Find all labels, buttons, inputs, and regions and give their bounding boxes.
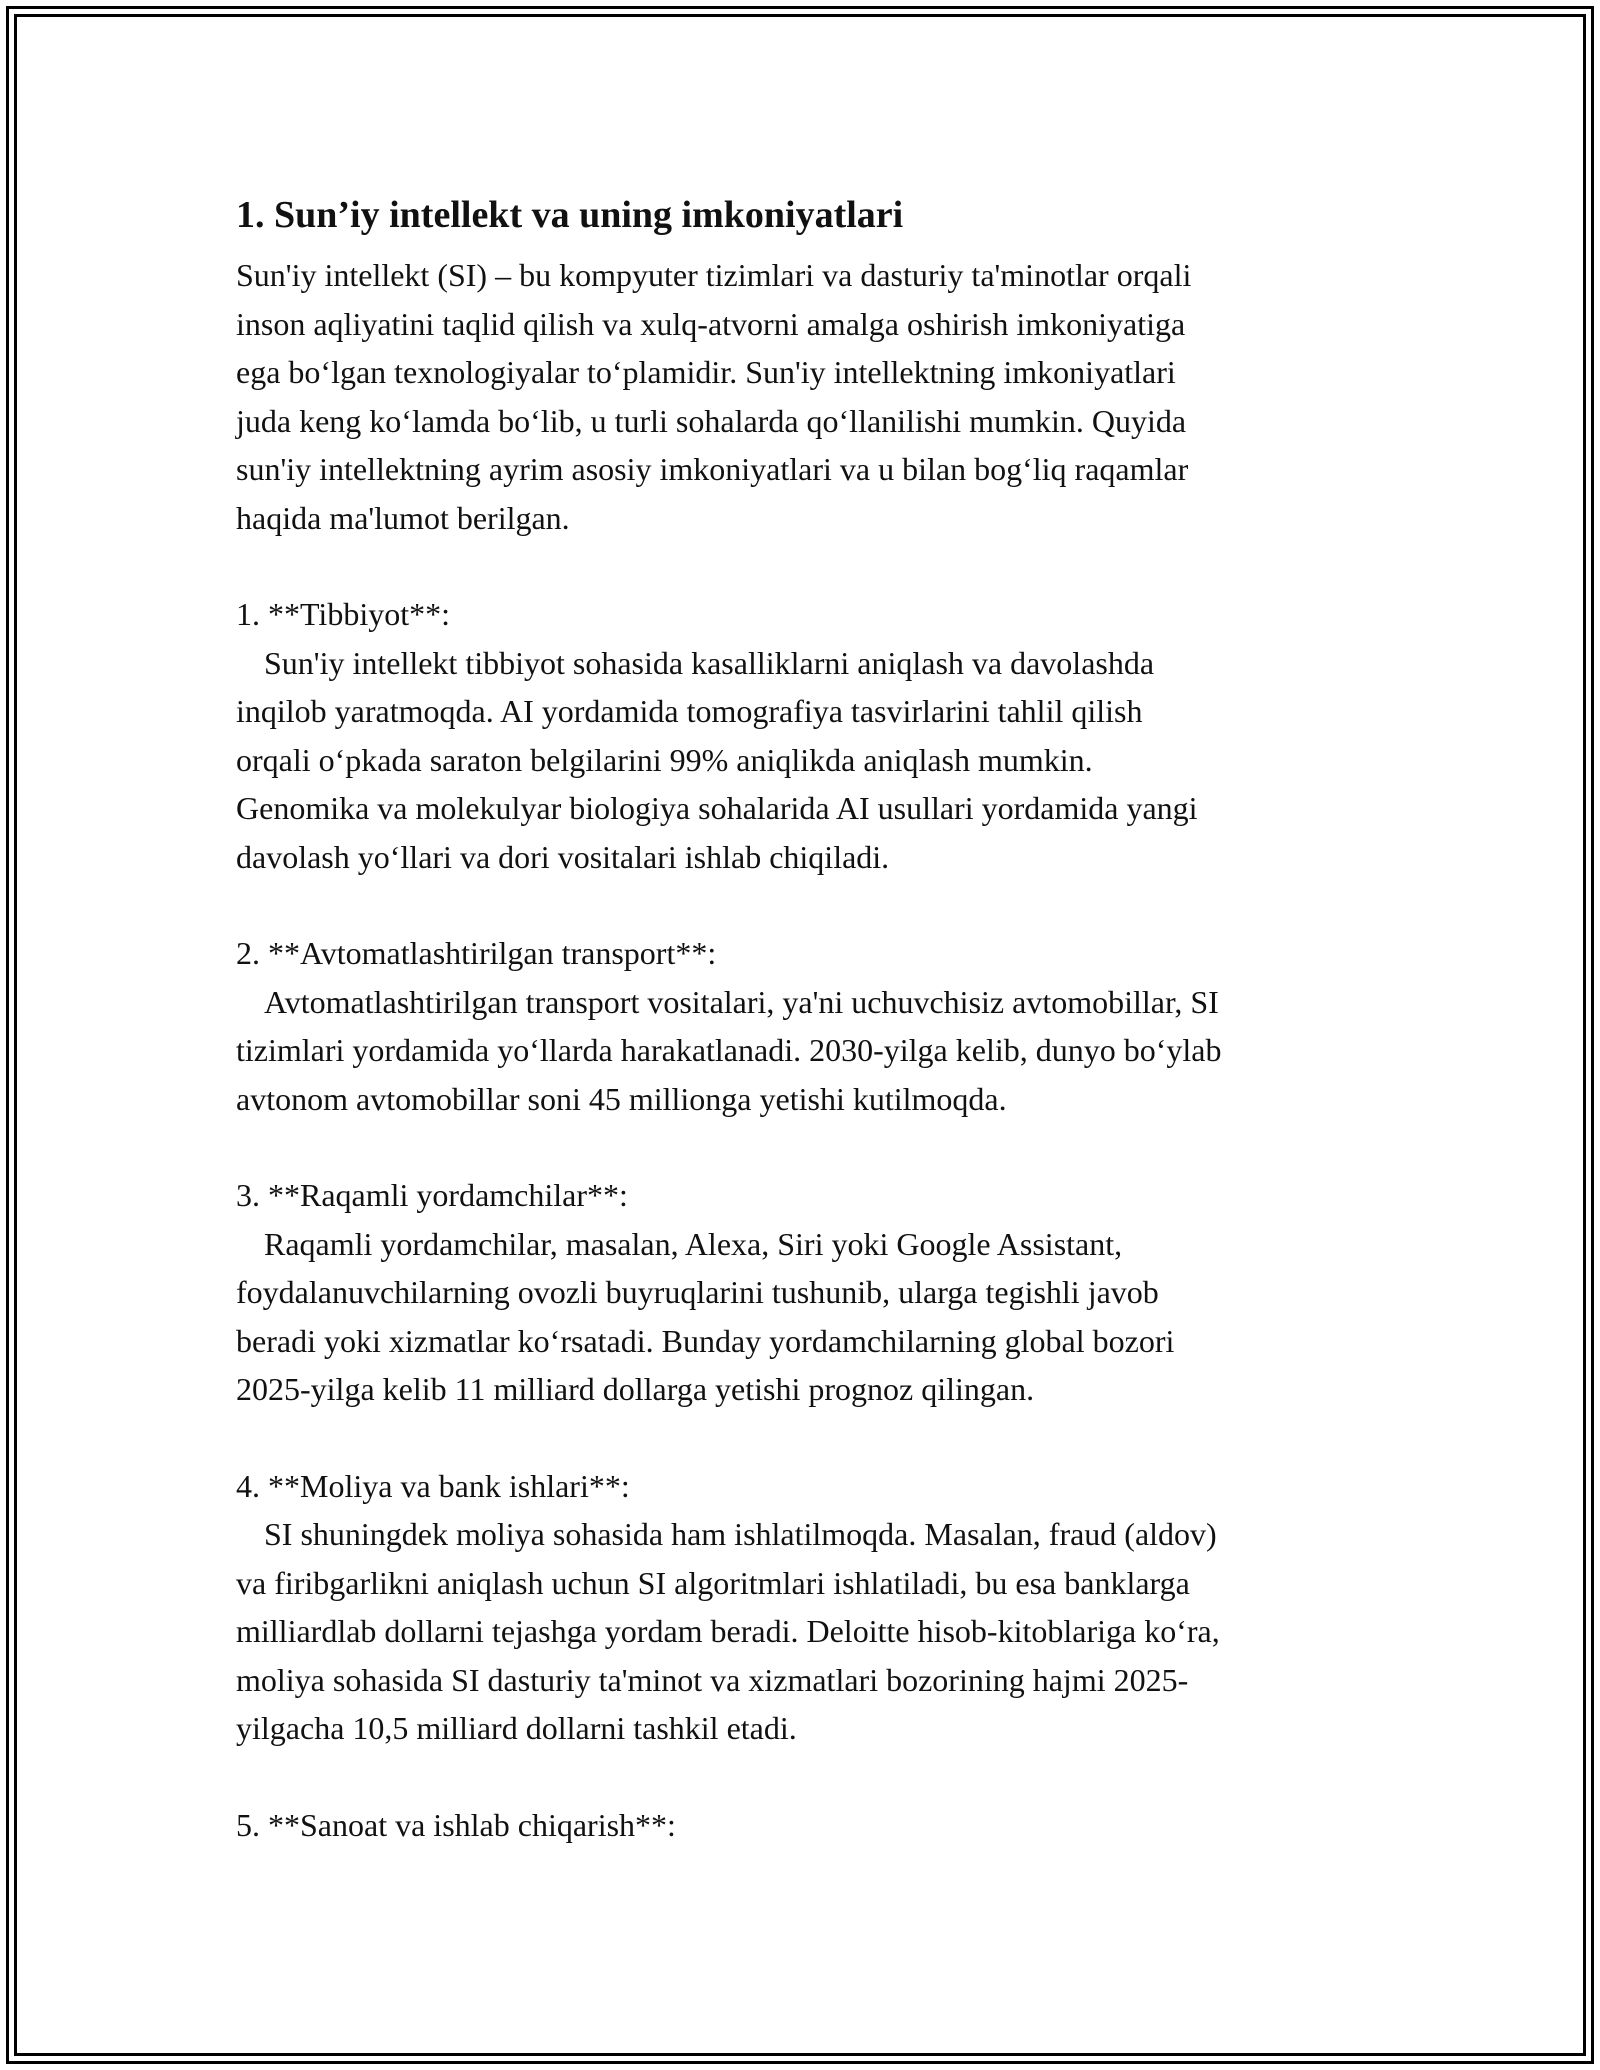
intro-paragraph: Sun'iy intellekt (SI) – bu kompyuter tizimlari va dasturiy ta'minotlar orqali inson aqliyatini taqlid qilish va xulq-atvorni amalga oshirish imkoniyatiga ega bo‘lgan texnologiyalar to‘plamidir. Sun'iy intellektning imkoniyatlari juda keng ko‘lamda bo‘lib, u turli sohalarda qo‘llanilishi mumkin. Quyida sun'iy intellektning ayrim asosiy imkoniyatlari va u bilan bog‘liq raqamlar haqida ma'lumot berilgan.: [236, 257, 1192, 536]
section-raqamli-yordamchilar: [236, 1171, 1376, 1414]
section-body: Avtomatlashtirilgan transport vositalari, ya'ni uchuvchisiz avtomobillar, SI tizimlari yordamida yo‘llarda harakatlanadi. 2030-yilga kelib, dunyo bo‘ylab avtonom avtomobillar soni 45 millionga yetishi kutilmoqda.: [236, 983, 1222, 1117]
document-content: [236, 185, 1376, 1849]
section-heading: 2. **Avtomatlashtirilgan transport**:: [236, 935, 717, 971]
section-moliya: [236, 1462, 1376, 1753]
section-body: Sun'iy intellekt tibbiyot sohasida kasalliklarni aniqlash va davolashda inqilob yaratmoqda. AI yordamida tomografiya tasvirlarini tahlil qilish orqali o‘pkada saraton belgilarini 99% aniqlikda aniqlash mumkin. Genomika va molekulyar biologiya sohalarida AI usullari yordamida yangi davolash yo‘llari va dori vositalari ishlab chiqiladi.: [236, 644, 1198, 875]
section-transport: [236, 929, 1376, 1123]
section-body: SI shuningdek moliya sohasida ham ishlatilmoqda. Masalan, fraud (aldov) va firibgarlikni aniqlash uchun SI algoritmlari ishlatiladi, bu esa banklarga milliardlab dollarni tejashga yordam beradi. Deloitte hisob-kitoblariga ko‘ra, moliya sohasida SI dasturiy ta'minot va xizmatlari bozorining hajmi 2025- yilgacha 10,5 milliard dollarni tashkil etadi.: [236, 1516, 1220, 1746]
section-heading: 4. **Moliya va bank ishlari**:: [236, 1467, 630, 1504]
section-body: Raqamli yordamchilar, masalan, Alexa, Siri yoki Google Assistant, foydalanuvchilarning ovozli buyruqlarini tushunib, ularga tegishli javob beradi yoki xizmatlar ko‘rsatadi. Bunday yordamchilarning global bozori 2025-yilga kelib 11 milliard dollarga yetishi prognoz qilingan.: [236, 1225, 1175, 1407]
section-tibbiyot: [236, 590, 1376, 881]
document-title: 1. Sun’iy intellekt va uning imkoniyatlari: [236, 194, 904, 236]
section-heading: 3. **Raqamli yordamchilar**:: [236, 1177, 628, 1213]
section-sanoat: [236, 1801, 1376, 1850]
section-heading: 1. **Tibbiyot**:: [236, 596, 450, 632]
section-heading: 5. **Sanoat va ishlab chiqarish**:: [236, 1806, 676, 1843]
